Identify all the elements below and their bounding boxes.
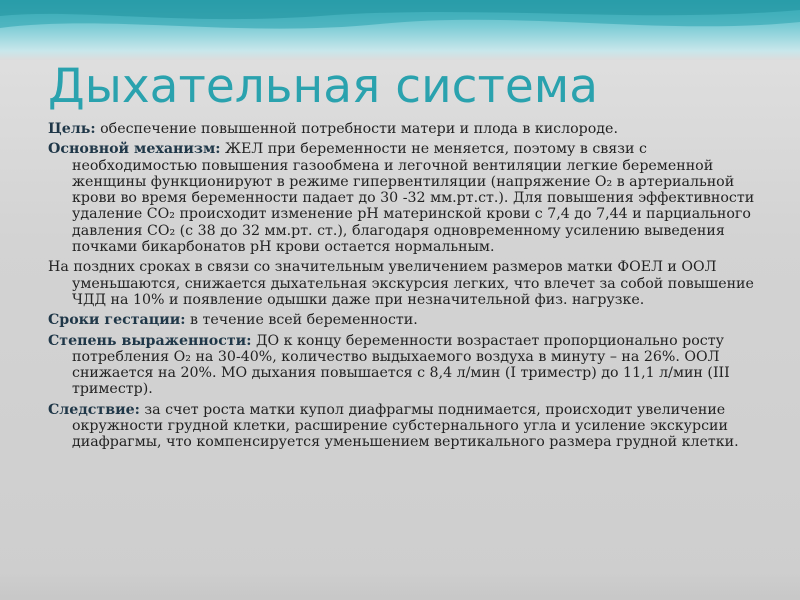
header-band [0,0,800,60]
slide-content [48,121,758,455]
slide-title: Дыхательная система [48,59,599,114]
paragraph-label: Основной механизм: [48,141,221,158]
header-wave-decoration [0,0,800,60]
paragraph-label: Следствие: [48,401,140,418]
bottom-shade [0,570,800,600]
paragraph-gestation-period [48,312,758,328]
paragraph-late-terms [48,259,758,308]
paragraph-label: Цель: [48,121,96,137]
paragraph-text: ЖЕЛ при беременности не меняется, поэтому в связи с необходимостью повышения газообмена и легочной вентиляции легкие беременной женщины функционируют в режиме гипервентиляции (напряжение O₂ в артериальной крови во время беременности падает до 30 -32 мм.рт.ст.). Для повышения эффективности удаление CO₂ происходит изменение рН материнской крови с 7,4 до 7,44 и парциального давления CO₂ (с 38 до 32 мм.рт. ст.), благодаря одновременному усилению выведения почками бикарбонатов рН крови остается нормальным. [72,141,755,256]
paragraph-consequence [48,402,758,451]
paragraph-label: Степень выраженности: [48,332,252,349]
paragraph-severity [48,333,758,398]
paragraph-text: в течение всей беременности. [185,312,418,329]
paragraph-text: за счет роста матки купол диафрагмы поднимается, происходит увеличение окружности грудной клетки, расширение субстернального угла и усиление экскурсии диафрагмы, что компенсируется уменьшением вертикального размера грудной клетки. [72,401,739,451]
paragraph-goal [48,121,758,137]
paragraph-text: ДО к концу беременности возрастает пропорционально росту потребления O₂ на 30-40%, количество выдыхаемого воздуха в минуту – на 26%. ООЛ снижается на 20%. МО дыхания повышается с 8,4 л/мин (I триместр) до 11,1 л/мин (III триместр). [72,332,730,398]
paragraph-text: На поздних сроках в связи со значительным увеличением размеров матки ФОЕЛ и ООЛ уменьшаются, снижается дыхательная экскурсия легких, что влечет за собой повышение ЧДД на 10% и появление одышки даже при незначительной физ. нагрузке. [48,259,754,308]
paragraph-text: обеспечение повышенной потребности матери и плода в кислороде. [95,121,618,137]
paragraph-label: Сроки гестации: [48,312,186,329]
paragraph-main-mechanism [48,141,758,255]
